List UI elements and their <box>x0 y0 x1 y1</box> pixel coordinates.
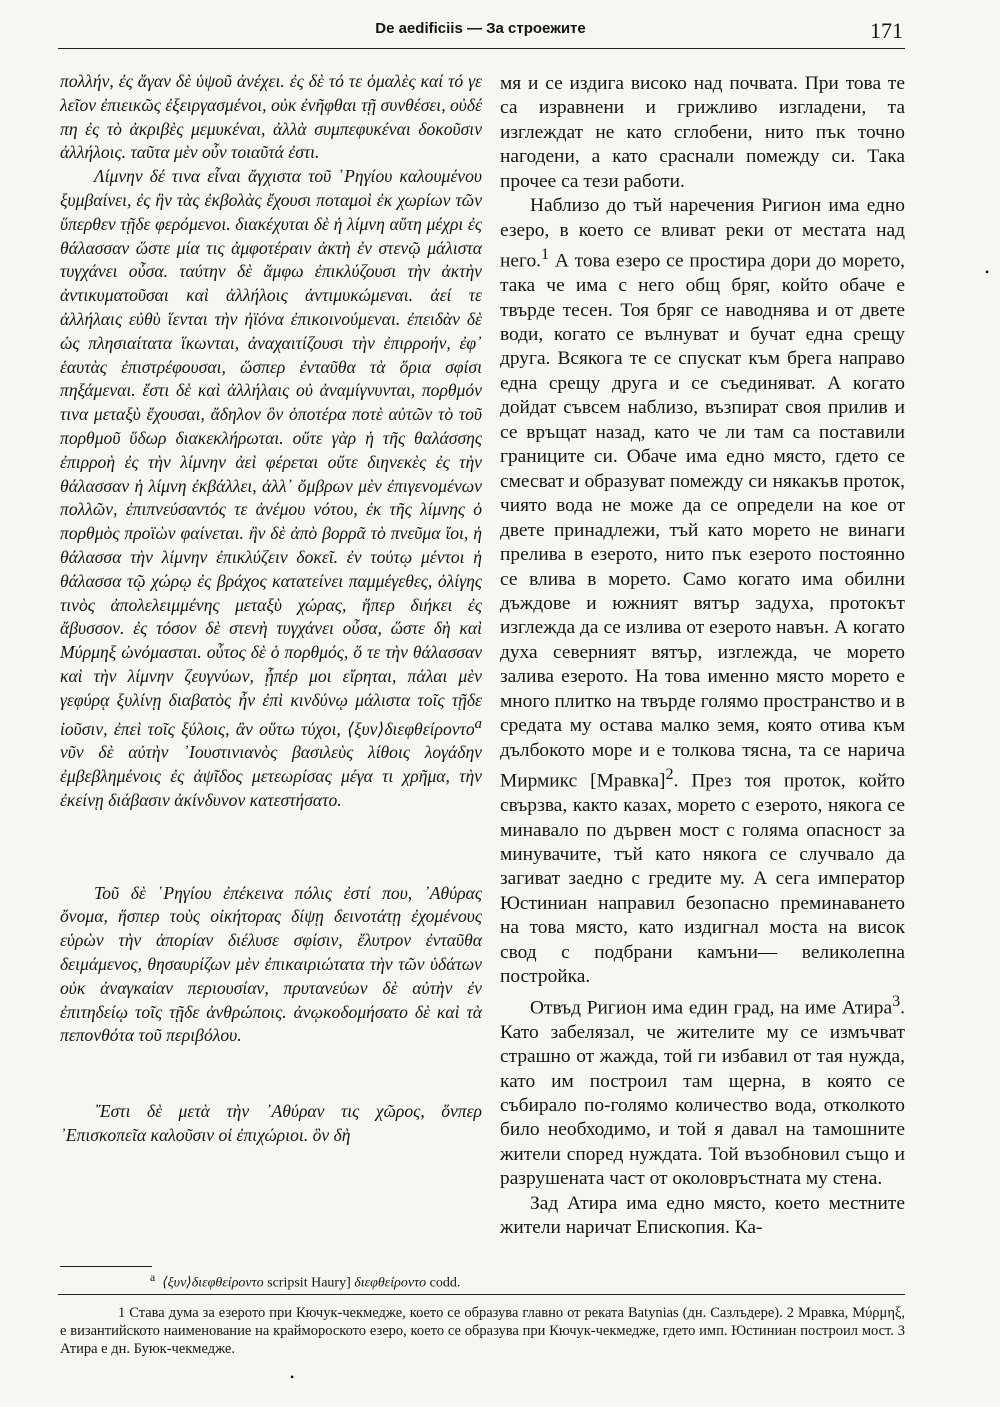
greek-paragraph-2-text: Λίμνην δέ τινα εἶναι ἄγχιστα τοῦ ῾Ρηγίου καλουμένου ξυμβαίνει, ἐς ἣν τὰς ἐκβολὰς ἔχουσι ποταμοὶ ἐκ χωρίων τῶν ὕπερθεν τῇδε φερόμενοι. διακέχυται δὲ ἡ λίμνη αὕτη μέχρι ἐς θάλασσαν ὥστε μία τις ἀμφοτέραιν ἀκτὴ ἐν στενῷ μάλιστα τυγχάνει οὖσα. ταύτην δὲ ἄμφω ἐπικλύζουσι τὴν ἀκτὴν ἀντικυματοῦσαι καὶ ἀλλήλοις ἀντιμυκώμεναι. ἀεί τε ἀλλήλαις εὐθὺ ἵενται τὴν ἠϊόνα ἐπικοινούμεναι. ἐπειδὰν δὲ ὡς πλησιαίτατα ἵκωνται, ἀναχαιτίζουσι τὴν ἐπιρροήν, ἐφ᾿ ἑαυτὰς ἐπιστρέφουσαι, ὥσπερ ἐνταῦθα τὰ ὅρια σφίσι πηξάμεναι. ἔστι δὲ καὶ ἀλλήλαις οὐ ἀναμίγνυνται, πορθμόν τινα μεταξὺ ἔχουσαι, ἄδηλον ὃν ὁποτέρα ποτὲ αὐτῶν τὸ τοῦ πορθμοῦ ὕδωρ διακεκλήρωται. οὔτε γὰρ ἡ τῆς θαλάσσης ἐπιρροὴ ἐς τὴν λίμνην ἀεὶ φέρεται οὔτε διηνεκὲς ἐς τὴν θάλασσαν ἡ λίμνη ἐκβάλλει, ἀλλ᾿ ὄμβρων μὲν ἐπιγενομένων πολλῶν, ἐπιπνεύσαντός τε ἀνέμου νότου, ἐκ τῆς λίμνης ὁ πορθμὸς προϊὼν φαίνεται. ἢν δὲ ἀπὸ βορρᾶ τὸ πνεῦμα ἴοι, ἡ θάλασσα τὴν λίμνην ἐπικλύζειν δοκεῖ. ἐν τούτῳ μέντοι ἡ θάλασσα τῷ χώρῳ ἐς βράχος κατατείνει παμμέγεθες, ὀλίγης τινὸς ἀπολελειμμένης μεταξὺ χώρας, ἥπερ διήκει ἐς ἄβυσσον. ἐς τόσον δὲ στενὴ τυγχάνει οὖσα, ὥστε δὴ καὶ Μύρμηξ ὠνόμασται. οὗτος δὲ ὁ πορθμός, ὅ τε τὴν θάλασσαν καὶ τὴν λίμνην ζευγνύων, ᾗπέρ μοι εἴρηται, πάλαι μὲν γεφύρᾳ ξυλίνῃ διαβατὸς ἦν ἐπὶ κινδύνῳ μάλιστα τοῖς τῇδε ἰοῦσιν, ἐπεὶ τοῖς ξύλοις, ἂν οὕτω τύχοι, ⟨ξυν⟩διεφθείροντο <box>60 166 482 739</box>
greek-paragraph-4: ῎Εστι δὲ μετὰ τὴν ᾿Αθύραν τις χῶρος, ὅνπερ ᾿Επισκοπεῖα καλοῦσιν οἱ ἐπιχώριοι. ὃν δὴ <box>60 1101 482 1145</box>
bulgarian-paragraph-2 <box>500 194 905 989</box>
bulgarian-paragraph-2a: Наблизо до тъй наречения Ригион има едно езеро, в което се вливат реки от местата над него. <box>500 195 905 272</box>
bulgarian-column <box>500 72 905 1241</box>
apparatus-codd: codd. <box>426 1275 461 1291</box>
bulgarian-paragraph-3a: Отвъд Ригион има един град, на име Атира <box>530 997 893 1019</box>
footnote-ref-3: 3 <box>892 992 901 1010</box>
greek-paragraph-3: Τοῦ δὲ ῾Ρηγίου ἐπέκεινα πόλις ἐστί που, ᾿Αθύρας ὄνομα, ἥσπερ τοὺς οἰκήτορας δίψῃ δεινοτάτῃ ἐχομένους εὑρὼν τὴν ἀπορίαν διέλυσε σφίσιν, ἔλυτρον ἐνταῦθα δειμάμενος, θησαυρίζων μὲν ἐπικαιριώτατα τὴν τῶν ὑδάτων οὐκ ἀναγκαίαν περιουσίαν, πρυτανεύων δὲ αὐτὴν ἐν ἐπιτηδείῳ τοῖς τῇδε ἀνθρώποις. ἀνῳκοδομήσατο δὲ καὶ τὰ πεπονθότα τοῦ περιβόλου. <box>60 882 482 1046</box>
footnote-marker-a: a <box>474 715 482 732</box>
footnote-1 <box>60 1305 905 1358</box>
apparatus-label: a <box>150 1271 156 1284</box>
critical-apparatus <box>150 1271 460 1292</box>
bulgarian-paragraph-1: мя и се издига високо над почвата. При това те са изравнени и грижливо изгладени, та изглеждат не като сглобени, нито пък точно нагодени, а като сраснали помежду си. Така прочее са тези работи. <box>500 73 905 192</box>
apparatus-greek: ⟨ξυν⟩διεφθείροντο <box>162 1275 264 1291</box>
footnote-ref-1: 1 <box>541 246 550 264</box>
footnote-ref-2: 2 <box>665 766 674 784</box>
footnote-rule <box>58 1294 905 1295</box>
bulgarian-paragraph-2b: А това езеро се простира дори до морето, така че има с него общ бряг, който обаче е твърде тесен. Тоя бряг се наводнява и от двете води, когато се вълнуват и бучат една срещу друга. Всякога те се спускат към брега направо една срещу друга и се съединяват. А когато дойдат съвсем наблизо, възпират своя прилив и се връщат назад, като че ли там са поставили границите си. Обаче има едно място, гдето се смесват и образуват помежду си някакъв проток, чиято вода не може да се определи на кое от двете принадлежи, тъй като морето не винаги прелива в езерото, нито пък езерото постоянно се влива в морето. Само когато има обилни дъждове и южният вятър задуха, протокът изглежда да се излива от езерото навън. А когато духа северният вятър, изглежда, че морето залива езерото. На това именно място морето е много плитко на твърде голямо пространство и в средата му остава малко земя, която отива към дълбокото море и е толкова тясна, та се нарича Мирмикс [Мравка] <box>500 250 905 792</box>
apparatus-greek-2: διεφθείροντο <box>354 1275 427 1291</box>
running-title: De aedificiis — За строежите <box>375 20 586 37</box>
footnotes <box>60 1305 905 1358</box>
stray-dot-icon: • <box>290 1370 295 1384</box>
bulgarian-paragraph-2c: . През тоя проток, който свързва, както казах, морето с езерото, някога се минавало по дървен мост с голяма опасност за минувачите, тъй като някога се случвало да загиват заедно с гредите му. А сега император Юстиниан направил безопасно преминаването на това място, като издигнал моста на висок свод с подбрани камъни— великолепна постройка. <box>500 770 905 988</box>
bulgarian-paragraph-3 <box>500 990 905 1192</box>
greek-column <box>60 70 482 1148</box>
running-header <box>58 18 903 46</box>
apparatus-rule <box>60 1266 152 1267</box>
bulgarian-paragraph-4: Зад Атира има едно място, което местните жители наричат Епископия. Ка- <box>500 1192 905 1239</box>
greek-paragraph-2 <box>60 165 482 812</box>
footnote-3-text: 3 Атира е дн. Буюк-чекмедже. <box>60 1322 905 1357</box>
apparatus-text: scripsit Haury] <box>263 1275 355 1291</box>
greek-paragraph-2-cont: νῦν δὲ αὐτὴν ᾿Ιουστινιανὸς βασιλεὺς λίθοις λογάδην ἐμβεβλημένοις ἐς ἀψῖδος μετεωρίσας μέγα τι χρῆμα, τὴν ἐκείνῃ διάβασιν ἀκίνδυνον κατεστήσατο. <box>60 742 482 810</box>
greek-paragraph-1: πολλήν, ἐς ἄγαν δὲ ὑψοῦ ἀνέχει. ἐς δὲ τό τε ὁμαλὲς καί τό γε λεῖον ἐπιεικῶς ἐξειργασμένοι, οὐκ ἐνῆφθαι τῇ συνθέσει, οὐδέ πη ἐς τὸ ἀκριβὲς μεμυκέναι, ἀλλὰ συμπεφυκέναι δοκοῦσιν ἀλλήλοις. ταῦτα μὲν οὖν τοιαῦτά ἐστι. <box>60 71 482 163</box>
footnote-2-text: 2 Мравка, Μύρμηξ, е византийското наименование на краймороското езеро, което се образува при Кючук-чекмедже, гдето имп. Юстиниан построил мост. <box>60 1305 905 1339</box>
bulgarian-paragraph-3b: . Като забелязал, че жителите му се измъчват страшно от жажда, той ги избавил от тая нужда, като им построил там щерна, в която се събирало по-голямо количество вода, отколкото било необходимо, и той я давал на тамошните жители според нуждата. Той възобновил също и разрушената част от околовръстната му стена. <box>500 997 905 1190</box>
footnote-1-text: 1 Става дума за езерото при Кючук-чекмедже, което се образува главно от реката Batynias (дн. Сазлъдере). <box>118 1305 783 1321</box>
stray-mark-icon: • <box>985 265 990 279</box>
page-number: 171 <box>870 18 903 43</box>
header-rule <box>58 48 905 49</box>
